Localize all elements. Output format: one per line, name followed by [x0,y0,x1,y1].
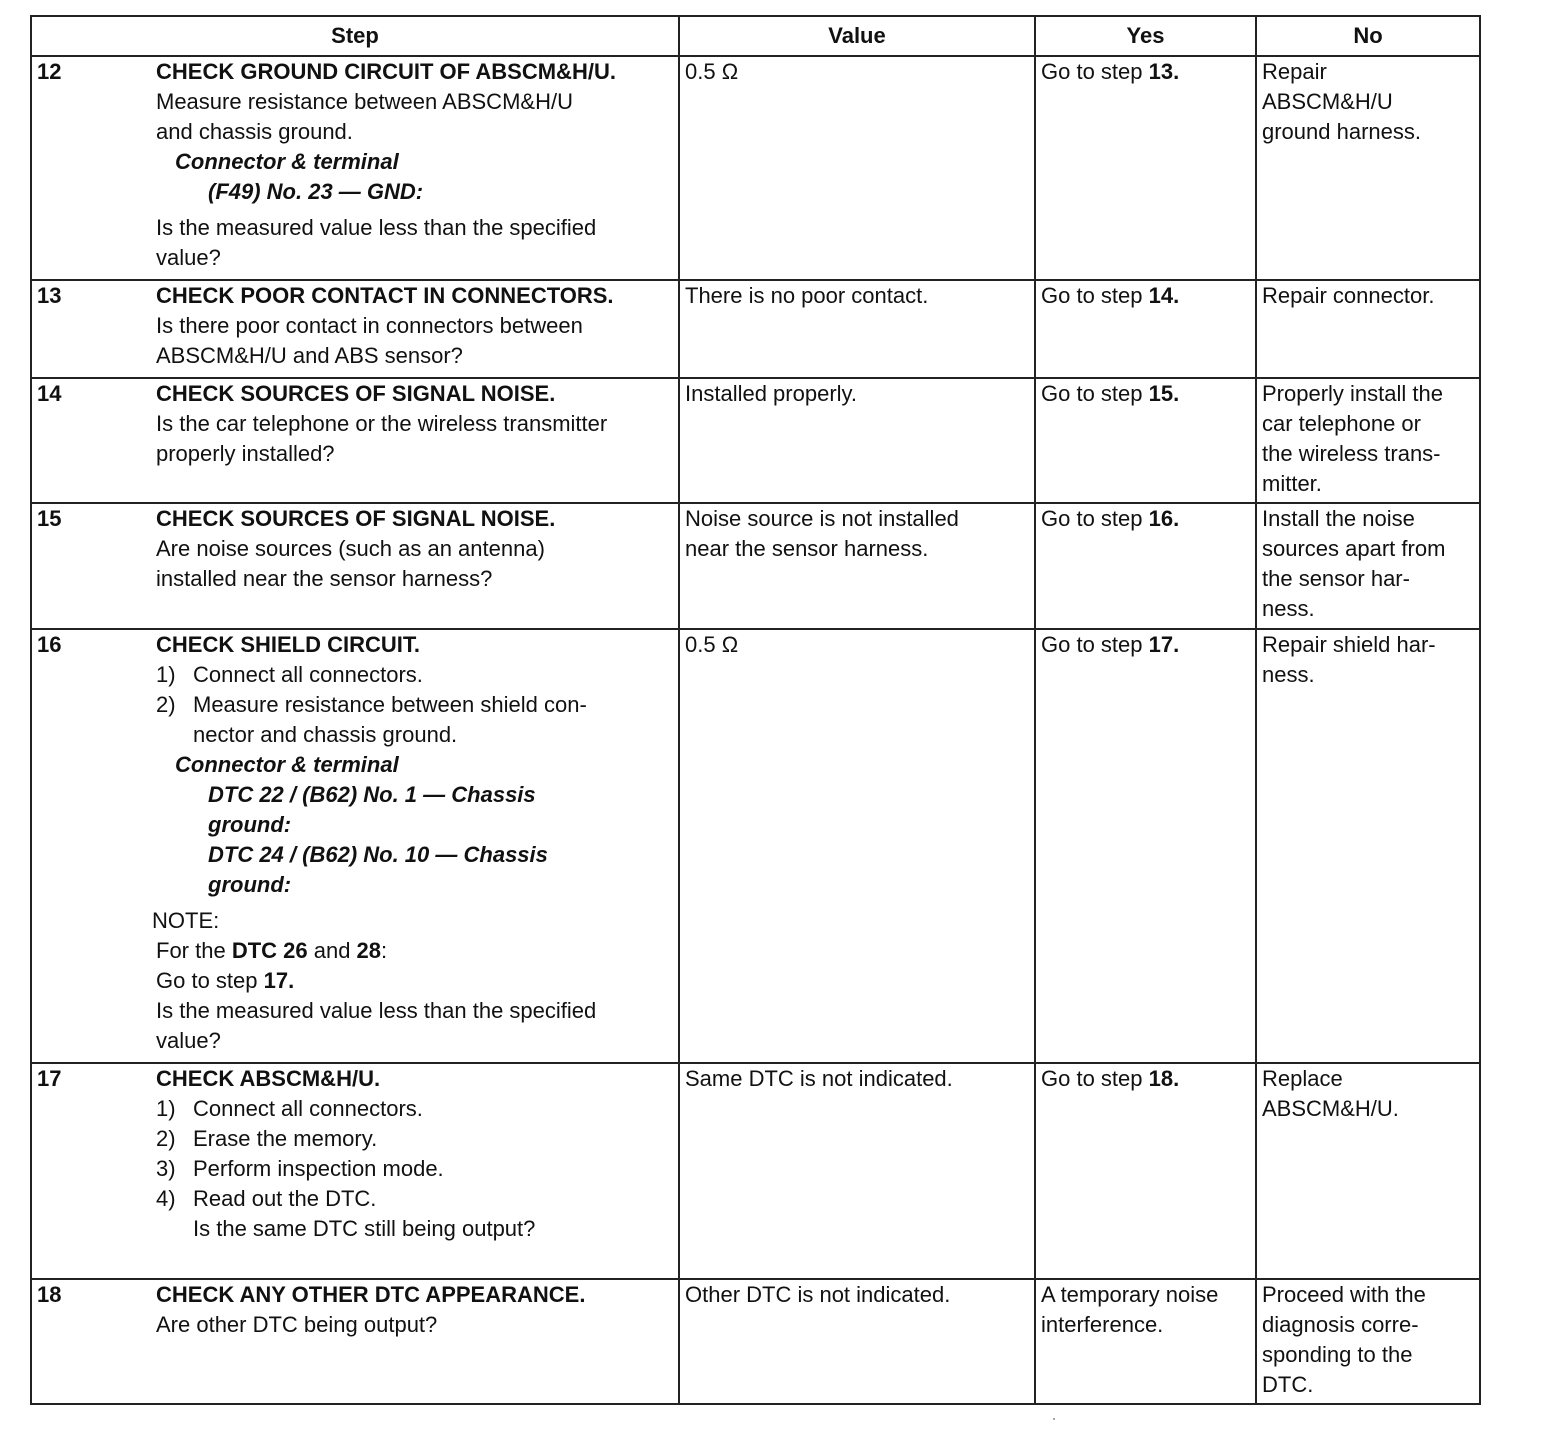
no-text: car telephone or [1262,411,1421,436]
step-title: CHECK ABSCM&H/U. [156,1066,381,1091]
substep-text: Connect all connectors. [193,662,423,687]
note-for: For the [156,938,232,963]
yes-step: 16. [1148,506,1180,531]
step-title: CHECK POOR CONTACT IN CONNECTORS. [156,283,614,308]
no-text: Proceed with the [1262,1282,1426,1307]
no-text: sources apart from [1262,536,1446,561]
yes-text: interference. [1041,1312,1164,1337]
substep [156,1124,678,1154]
header-no: No [1256,16,1480,56]
substep-continuation: nector and chassis ground. [193,722,458,747]
terminal-spec: DTC 22 / (B62) No. 1 — Chassis [208,782,536,807]
no-cell [1256,1279,1480,1404]
note-step: 17. [263,968,295,993]
note-dtc: DTC 26 [231,938,308,963]
step-number: 12 [37,59,62,84]
yes-text: Go to step [1041,1066,1149,1091]
substep-index: 4) [156,1186,176,1211]
no-text: Install the noise [1262,506,1415,531]
value-cell: Other DTC is not indicated. [679,1279,1035,1404]
step-question: value? [156,1028,221,1053]
step-title: CHECK GROUND CIRCUIT OF ABSCM&H/U. [156,59,616,84]
connector-label: Connector & terminal [175,149,399,174]
step-number: 13 [37,283,62,308]
note-colon: : [381,938,388,963]
yes-text: Go to step [1041,283,1149,308]
value-cell [679,503,1035,629]
no-text: Repair shield har- [1262,632,1436,657]
no-text: ness. [1262,662,1315,687]
terminal-spec: DTC 24 / (B62) No. 10 — Chassis [208,842,548,867]
value-cell: 0.5 Ω [679,629,1035,1063]
no-text: diagnosis corre- [1262,1312,1419,1337]
substep [156,1184,678,1214]
connector-label: Connector & terminal [175,752,399,777]
note-go: Go to step [156,968,264,993]
no-text: DTC. [1262,1372,1314,1397]
yes-cell [1035,378,1256,503]
yes-text: Go to step [1041,59,1149,84]
terminal-spec: ground: [208,812,292,837]
step-cell [31,1063,679,1279]
step-number: 16 [37,632,62,657]
yes-cell [1035,56,1256,280]
step-question: Are noise sources (such as an antenna) [156,536,545,561]
no-cell [1256,280,1480,378]
no-text: ABSCM&H/U [1262,89,1393,114]
no-text: the wireless trans- [1262,441,1441,466]
substep-text: Connect all connectors. [193,1096,423,1121]
step-question: Is there poor contact in connectors between [156,313,583,338]
step-cell [31,1279,679,1404]
step-question: Are other DTC being output? [156,1312,438,1337]
step-number: 17 [37,1066,62,1091]
substep-index: 1) [156,662,176,687]
substep-text: Erase the memory. [193,1126,378,1151]
step-title: CHECK SHIELD CIRCUIT. [156,632,421,657]
yes-step: 18. [1148,1066,1180,1091]
yes-text: Go to step [1041,506,1149,531]
step-question: value? [156,245,221,270]
no-text: ness. [1262,596,1315,621]
step-question: Is the same DTC still being output? [193,1216,536,1241]
yes-cell [1035,503,1256,629]
step-text: and chassis ground. [156,119,353,144]
no-cell [1256,378,1480,503]
no-text: Properly install the [1262,381,1443,406]
step-question: Is the car telephone or the wireless transmitter [156,411,608,436]
substep-index: 2) [156,1126,176,1151]
step-question: installed near the sensor harness? [156,566,493,591]
step-title: CHECK SOURCES OF SIGNAL NOISE. [156,381,556,406]
note-goto [156,966,678,996]
value-cell: Installed properly. [679,378,1035,503]
no-text: Replace [1262,1066,1343,1091]
yes-step: 13. [1148,59,1180,84]
scan-speck [1053,1418,1055,1420]
substep [156,660,678,690]
yes-text: Go to step [1041,632,1149,657]
step-number: 14 [37,381,62,406]
substep [156,1094,678,1124]
yes-step: 15. [1148,381,1180,406]
value-cell: Same DTC is not indicated. [679,1063,1035,1279]
yes-step: 14. [1148,283,1180,308]
step-text: Measure resistance between ABSCM&H/U [156,89,573,114]
no-text: Repair connector. [1262,283,1435,308]
table-row [31,1279,1480,1404]
header-row [31,16,1480,56]
terminal-spec: (F49) No. 23 — GND: [208,179,424,204]
no-cell [1256,56,1480,280]
substep-index: 3) [156,1156,176,1181]
yes-step: 17. [1148,632,1180,657]
no-text: ground harness. [1262,119,1421,144]
yes-cell [1035,1063,1256,1279]
no-cell [1256,503,1480,629]
no-text: ABSCM&H/U. [1262,1096,1399,1121]
value-cell: 0.5 Ω [679,56,1035,280]
note-text [156,936,678,966]
value-cell: There is no poor contact. [679,280,1035,378]
substep-text: Measure resistance between shield con- [193,692,587,717]
terminal-spec: ground: [208,872,292,897]
substep [156,1154,678,1184]
step-number: 18 [37,1282,62,1307]
note-and: and [307,938,357,963]
substep-text: Perform inspection mode. [193,1156,444,1181]
yes-text: Go to step [1041,381,1149,406]
no-text: mitter. [1262,471,1322,496]
step-cell [31,503,679,629]
note-dtc-28: 28 [356,938,382,963]
no-cell [1256,1063,1480,1279]
step-number: 15 [37,506,62,531]
table-row [31,503,1480,629]
diagnosis-table [30,15,1481,1405]
step-cell [31,629,679,1063]
step-title: CHECK SOURCES OF SIGNAL NOISE. [156,506,556,531]
step-cell [31,280,679,378]
substep [156,690,678,720]
yes-cell [1035,629,1256,1063]
step-question: Is the measured value less than the specified [156,215,597,240]
yes-text: A temporary noise [1041,1282,1219,1307]
substep-text: Read out the DTC. [193,1186,377,1211]
table-row [31,280,1480,378]
no-cell [1256,629,1480,1063]
step-cell [31,56,679,280]
header-value: Value [679,16,1035,56]
table-row [31,378,1480,503]
substep-index: 2) [156,692,176,717]
header-yes: Yes [1035,16,1256,56]
yes-cell [1035,280,1256,378]
table-row [31,56,1480,280]
no-text: the sensor har- [1262,566,1410,591]
substep-index: 1) [156,1096,176,1121]
table-row [31,629,1480,1063]
value-text: Noise source is not installed [685,506,959,531]
step-cell [31,378,679,503]
note-label: NOTE: [152,908,220,933]
step-title: CHECK ANY OTHER DTC APPEARANCE. [156,1282,586,1307]
yes-cell [1035,1279,1256,1404]
table-row [31,1063,1480,1279]
step-question: Is the measured value less than the specified [156,998,597,1023]
step-question: ABSCM&H/U and ABS sensor? [156,343,463,368]
no-text: Repair [1262,59,1327,84]
header-step: Step [31,16,679,56]
no-text: sponding to the [1262,1342,1413,1367]
value-text: near the sensor harness. [685,536,929,561]
step-question: properly installed? [156,441,335,466]
